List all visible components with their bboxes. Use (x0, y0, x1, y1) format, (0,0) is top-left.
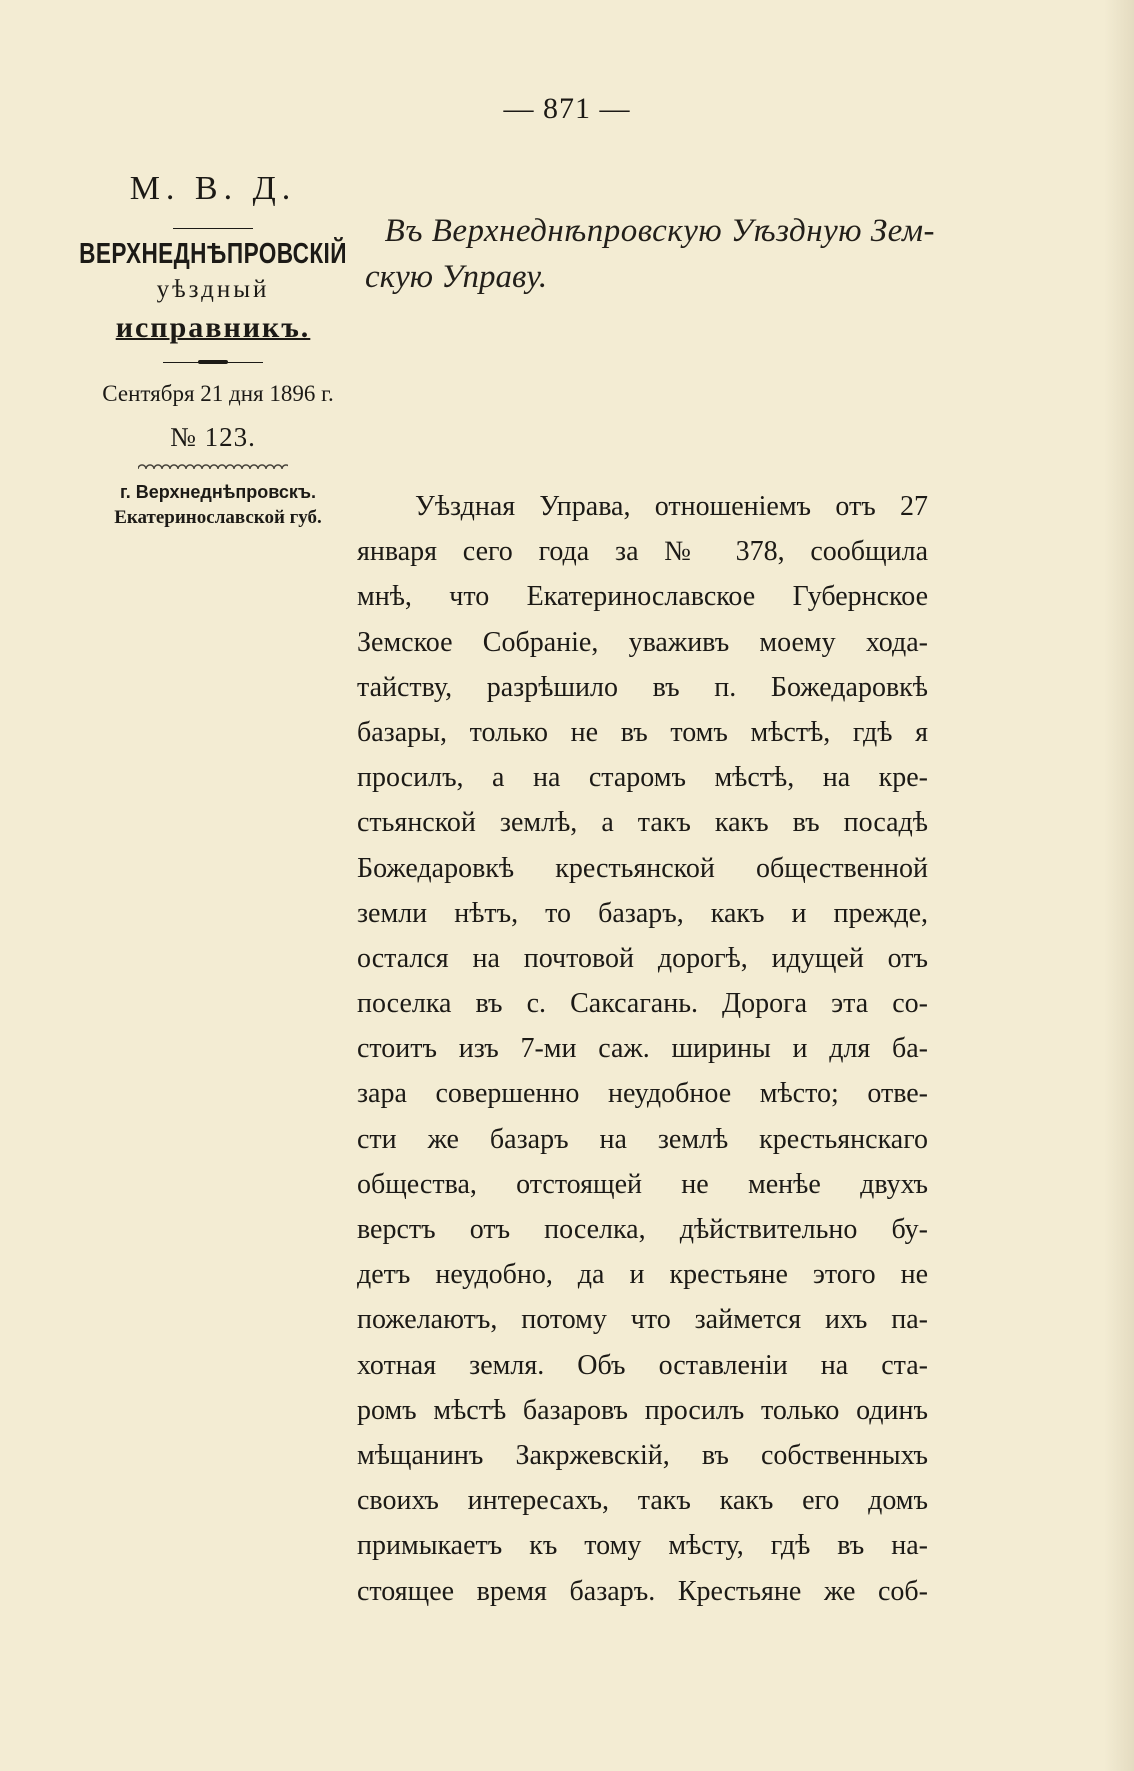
body-line: хотная земля. Объ оставленіи на ста- (357, 1349, 928, 1381)
body-line: поселка въ с. Саксагань. Дорога эта со- (357, 988, 928, 1020)
body-line: просилъ, а на старомъ мѣстѣ, на кре- (357, 762, 928, 794)
document-date: Сентября 21 дня 1896 г. (102, 381, 334, 406)
divider (173, 228, 253, 229)
addressee-line-1: Въ Верхнеднѣпровскую Уѣздную Зем- (384, 213, 935, 249)
body-line: зара совершенно неудобное мѣсто; отве- (357, 1078, 928, 1110)
body-line: января сего года за № 378, сообщила (357, 536, 928, 568)
body-line: Уѣздная Управа, отношеніемъ отъ 27 (415, 491, 928, 522)
body-line: стоитъ изъ 7-ми саж. ширины и для ба- (357, 1033, 928, 1065)
body-line: общества, отстоящей не менѣе двухъ (357, 1168, 928, 1200)
body-line: Земское Собраніе, уваживъ моему хода- (357, 626, 928, 658)
office-subtitle: уѣздный (156, 276, 270, 303)
wavy-divider (138, 461, 288, 469)
body-line: мѣщанинъ Закржевскій, въ собственныхъ (357, 1439, 928, 1471)
letter-body (357, 484, 928, 1614)
body-line: тайству, разрѣшило въ п. Божедаровкѣ (357, 671, 928, 703)
body-line: базары, только не въ томъ мѣстѣ, гдѣ я (357, 716, 928, 748)
document-number: № 123. (170, 422, 256, 452)
body-line: стьянской землѣ, а такъ какъ въ посадѣ (357, 807, 928, 839)
addressee (365, 208, 935, 300)
body-line: верстъ отъ поселка, дѣйствительно бу- (357, 1214, 928, 1245)
body-line: своихъ интересахъ, такъ какъ его домъ (357, 1485, 928, 1517)
place-city: г. Верхнеднѣпровскъ. (120, 482, 316, 502)
body-line: остался на почтовой дорогѣ, идущей отъ (357, 942, 928, 974)
page-edge-shadow (1104, 0, 1134, 1771)
body-line: ромъ мѣстѣ базаровъ просилъ только одинъ (357, 1394, 928, 1426)
addressee-line-2: скую Управу. (365, 259, 548, 295)
body-line: Божедаровкѣ крестьянской общественной (357, 852, 928, 884)
office-name: ВЕРХНЕДНѢПРОВСКІЙ (79, 238, 347, 270)
body-line: детъ неудобно, да и крестьяне этого не (357, 1259, 928, 1291)
body-line: пожелаютъ, потому что займется ихъ па- (357, 1304, 928, 1336)
ministry-abbreviation: М. В. Д. (129, 170, 297, 207)
body-line: мнѣ, что Екатеринославское Губернское (357, 581, 928, 613)
office-title: исправникъ. (115, 311, 311, 344)
place-region: Екатеринославской губ. (114, 507, 322, 528)
body-line: примыкаетъ къ тому мѣсту, гдѣ въ на- (357, 1530, 928, 1562)
body-line: стоящее время базаръ. Крестьяне же соб- (357, 1575, 928, 1607)
body-line: сти же базаръ на землѣ крестьянскаго (357, 1123, 928, 1155)
page-number: — 871 — (503, 92, 631, 125)
letterhead (78, 168, 348, 531)
body-line: земли нѣтъ, то базаръ, какъ и прежде, (357, 897, 928, 929)
ornament-divider (163, 359, 263, 367)
